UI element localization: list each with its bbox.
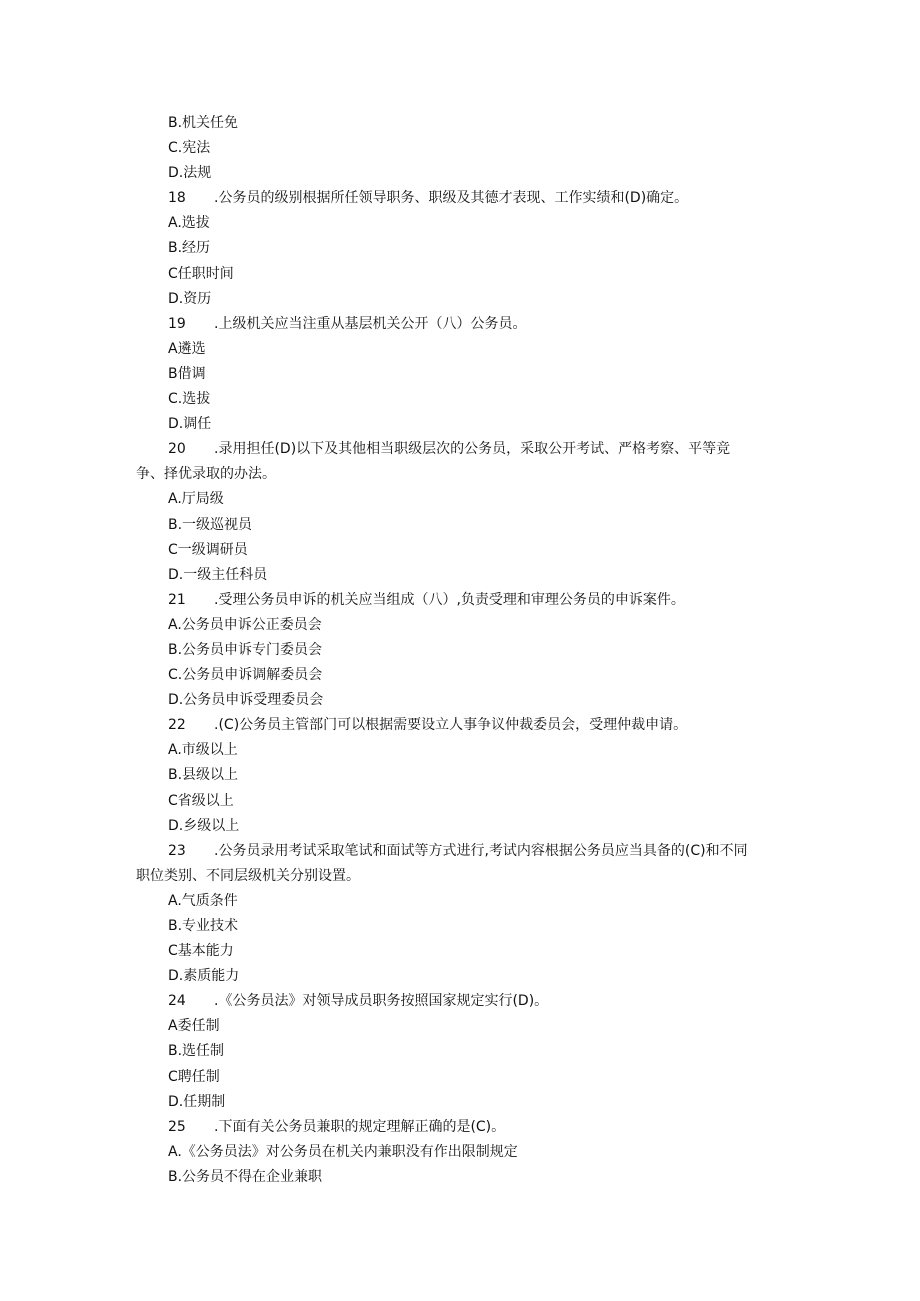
answer-option: B.公务员不得在企业兼职 xyxy=(168,1168,323,1185)
answer-option: C.公务员申诉调解委员会 xyxy=(168,667,323,684)
question-number: 24 xyxy=(168,993,186,1010)
answer-option: B.专业技术 xyxy=(168,918,239,934)
answer-option: D.调任 xyxy=(168,416,212,433)
question-line xyxy=(0,1115,920,1140)
question-line xyxy=(0,312,920,337)
question-text: .(C)公务员主管部门可以根据需要设立人事争议仲裁委员会，受理仲裁申请。 xyxy=(214,717,688,734)
question-number: 25 xyxy=(168,1118,186,1135)
answer-option: C.宪法 xyxy=(168,140,211,157)
question-line xyxy=(0,186,920,211)
question-text-continuation: 职位类别、不同层级机关分别设置。 xyxy=(136,867,360,884)
question-text: .受理公务员申诉的机关应当组成（八）,负责受理和审理公务员的申诉案件。 xyxy=(214,591,685,608)
question-line xyxy=(0,588,920,613)
answer-option: C任职时间 xyxy=(168,265,234,282)
answer-option: A.公务员申诉公正委员会 xyxy=(168,616,322,633)
question-text: .下面有关公务员兼职的规定理解正确的是(C)。 xyxy=(214,1118,506,1135)
answer-option: D.乡级以上 xyxy=(168,817,240,834)
question-text-continuation: 争、择优录取的办法。 xyxy=(136,466,276,483)
answer-option: C聘任制 xyxy=(168,1068,220,1085)
question-number: 23 xyxy=(168,842,186,859)
question-text: .公务员的级别根据所任领导职务、职级及其德才表现、工作实绩和(D)确定。 xyxy=(214,190,689,207)
answer-option: A.《公务员法》对公务员在机关内兼职没有作出限制规定 xyxy=(168,1143,518,1160)
answer-option: A.市级以上 xyxy=(168,742,238,759)
answer-option: B.经历 xyxy=(168,240,211,257)
question-line xyxy=(0,839,920,864)
answer-option: A.选拔 xyxy=(168,215,210,232)
question-text: .公务员录用考试采取笔试和面试等方式进行,考试内容根据公务员应当具备的(C)和不同 xyxy=(214,842,748,859)
question-number: 21 xyxy=(168,591,186,608)
question-text: .上级机关应当注重从基层机关公开（八）公务员。 xyxy=(214,315,527,332)
answer-option: D.任期制 xyxy=(168,1093,226,1110)
answer-option: D.一级主任科员 xyxy=(168,566,268,583)
question-number: 18 xyxy=(168,190,186,207)
question-line xyxy=(0,437,920,462)
answer-option: B.县级以上 xyxy=(168,767,239,784)
question-line xyxy=(0,713,920,738)
answer-option: B.一级巡视员 xyxy=(168,516,253,533)
answer-option: D.公务员申诉受理委员会 xyxy=(168,692,324,709)
answer-option: D.素质能力 xyxy=(168,968,240,985)
question-number: 22 xyxy=(168,717,186,734)
answer-option: C基本能力 xyxy=(168,943,234,960)
question-number: 20 xyxy=(168,441,186,458)
answer-option: A.厅局级 xyxy=(168,491,224,508)
question-number: 19 xyxy=(168,315,186,332)
question-line xyxy=(0,989,920,1014)
answer-option: D.法规 xyxy=(168,165,212,182)
answer-option: A.气质条件 xyxy=(168,892,238,909)
question-text: .《公务员法》对领导成员职务按照国家规定实行(D)。 xyxy=(214,993,549,1010)
answer-option: A遴选 xyxy=(168,340,206,357)
question-text: .录用担任(D)以下及其他相当职级层次的公务员，采取公开考试、严格考察、平等竞 xyxy=(214,441,731,458)
answer-option: C.选拔 xyxy=(168,391,211,408)
answer-option: C省级以上 xyxy=(168,792,234,809)
answer-option: A委任制 xyxy=(168,1018,220,1035)
answer-option: B.选任制 xyxy=(168,1043,225,1060)
document-page xyxy=(0,111,920,1190)
answer-option: B.机关任免 xyxy=(168,115,239,131)
answer-option: C一级调研员 xyxy=(168,541,248,558)
answer-option: B借调 xyxy=(168,365,206,382)
answer-option: D.资历 xyxy=(168,290,212,307)
answer-option: B.公务员申诉专门委员会 xyxy=(168,641,323,658)
